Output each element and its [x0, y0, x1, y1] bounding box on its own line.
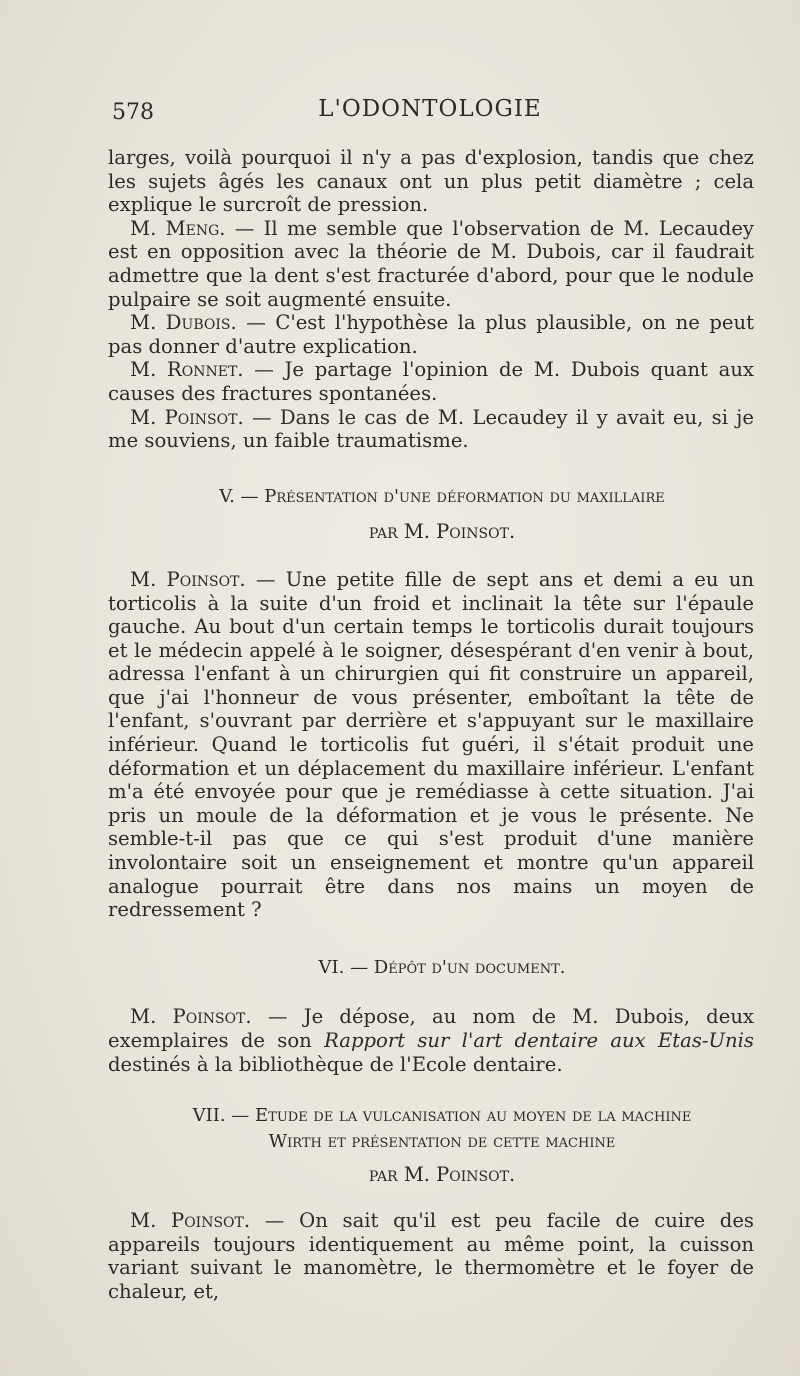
speaker-name: M. Dubois. [130, 311, 237, 335]
paragraph-text: — Dans le cas de M. Lecaudey il y avait eu, si je me souviens, un faible traumatisme. [108, 405, 754, 453]
speaker-name: M. Meng. [130, 216, 226, 240]
speaker-name: M. Poinsot. [130, 405, 244, 429]
paragraph-continuation: larges, voilà pourquoi il n'y a pas d'explosion, tandis que chez les sujets âgés les canaux ont un plus petit diamètre ; cela explique le surcroît de pression. [108, 146, 754, 217]
section-byline-v: par M. Poinsot. [368, 520, 516, 544]
paragraph-text: — On sait qu'il est peu facile de cuire des appareils toujours identiquement au même point, la cuisson variant suivant le manomètre, le thermomètre et le foyer de chaleur, et, [108, 1208, 754, 1303]
running-title: L'ODONTOLOGIE [318, 96, 542, 122]
paragraph-poinsot-1 [108, 406, 754, 453]
page-body [108, 146, 754, 1303]
section-heading-v: V. — Présentation d'une déformation du maxillaire [219, 485, 665, 507]
paragraph-ronnet [108, 358, 754, 405]
paragraph-text: — C'est l'hypothèse la plus plausible, on ne peut pas donner d'autre explication. [108, 311, 755, 358]
page-header [108, 96, 752, 128]
paragraph-text: — Une petite fille de sept ans et demi a eu un torticolis à la suite d'un froid et inclinait la tête sur l'épaule gauche. Au bout d'un certain temps le torticolis durait toujours et le médecin appelé à le soigner, désespérant d'en venir à bout, adressa l'enfant à un chirurgien qui fit construire un appareil, que j'ai l'honneur de vous présenter, emboîtant la tête de l'enfant, s'ouvrant par derrière et s'appuyant sur le maxillaire inférieur. Quand le torticolis fut guéri, il s'était produit une déformation et un déplacement du maxillaire inférieur. L'enfant m'a été envoyée pour que je remédiasse à cette situation. J'ai pris un moule de la déformation et je vous le présente. Ne semble-t-il pas que ce qui s'est produit d'une manière involontaire soit un enseignement et montre qu'un appareil analogue pourrait être dans nos mains un moyen de redressement ? [108, 567, 754, 922]
section-heading-vi: VI. — Dépôt d'un document. [318, 956, 566, 978]
speaker-name: M. Poinsot. [130, 1208, 251, 1232]
report-title: Rapport sur l'art dentaire aux Etas-Unis [324, 1029, 754, 1052]
paragraph-text: — Il me semble que l'observation de M. Lecaudey est en opposition avec la théorie de M. Dubois, car il faudrait admettre que la dent s'est fracturée d'abord, pour que le nodule pulpaire se soit augmenté ensuite. [108, 216, 754, 311]
paragraph-text: — Je dépose, au nom de M. Dubois, deux exemplaires de son [108, 1005, 754, 1052]
paragraph-poinsot-2 [108, 568, 754, 922]
paragraph-meng [108, 217, 754, 311]
paragraph-poinsot-4 [108, 1209, 754, 1303]
paragraph-text: — Je partage l'opinion de M. Dubois quant aux causes des fractures spontanées. [108, 358, 754, 405]
paragraph-dubois [108, 311, 754, 358]
section-byline-vii: par M. Poinsot. [368, 1163, 516, 1187]
speaker-name: M. Poinsot. [130, 1005, 252, 1029]
section-heading-vii-line1: VII. — Etude de la vulcanisation au moyen de la machine [192, 1105, 692, 1127]
page-number: 578 [112, 100, 154, 125]
section-heading-vii-line2: Wirth et présentation de cette machine [268, 1130, 616, 1152]
speaker-name: M. Ronnet. [130, 358, 244, 382]
paragraph-poinsot-3 [108, 1005, 754, 1076]
paragraph-text: destinés à la bibliothèque de l'Ecole dentaire. [108, 1052, 563, 1076]
speaker-name: M. Poinsot. [130, 567, 246, 591]
